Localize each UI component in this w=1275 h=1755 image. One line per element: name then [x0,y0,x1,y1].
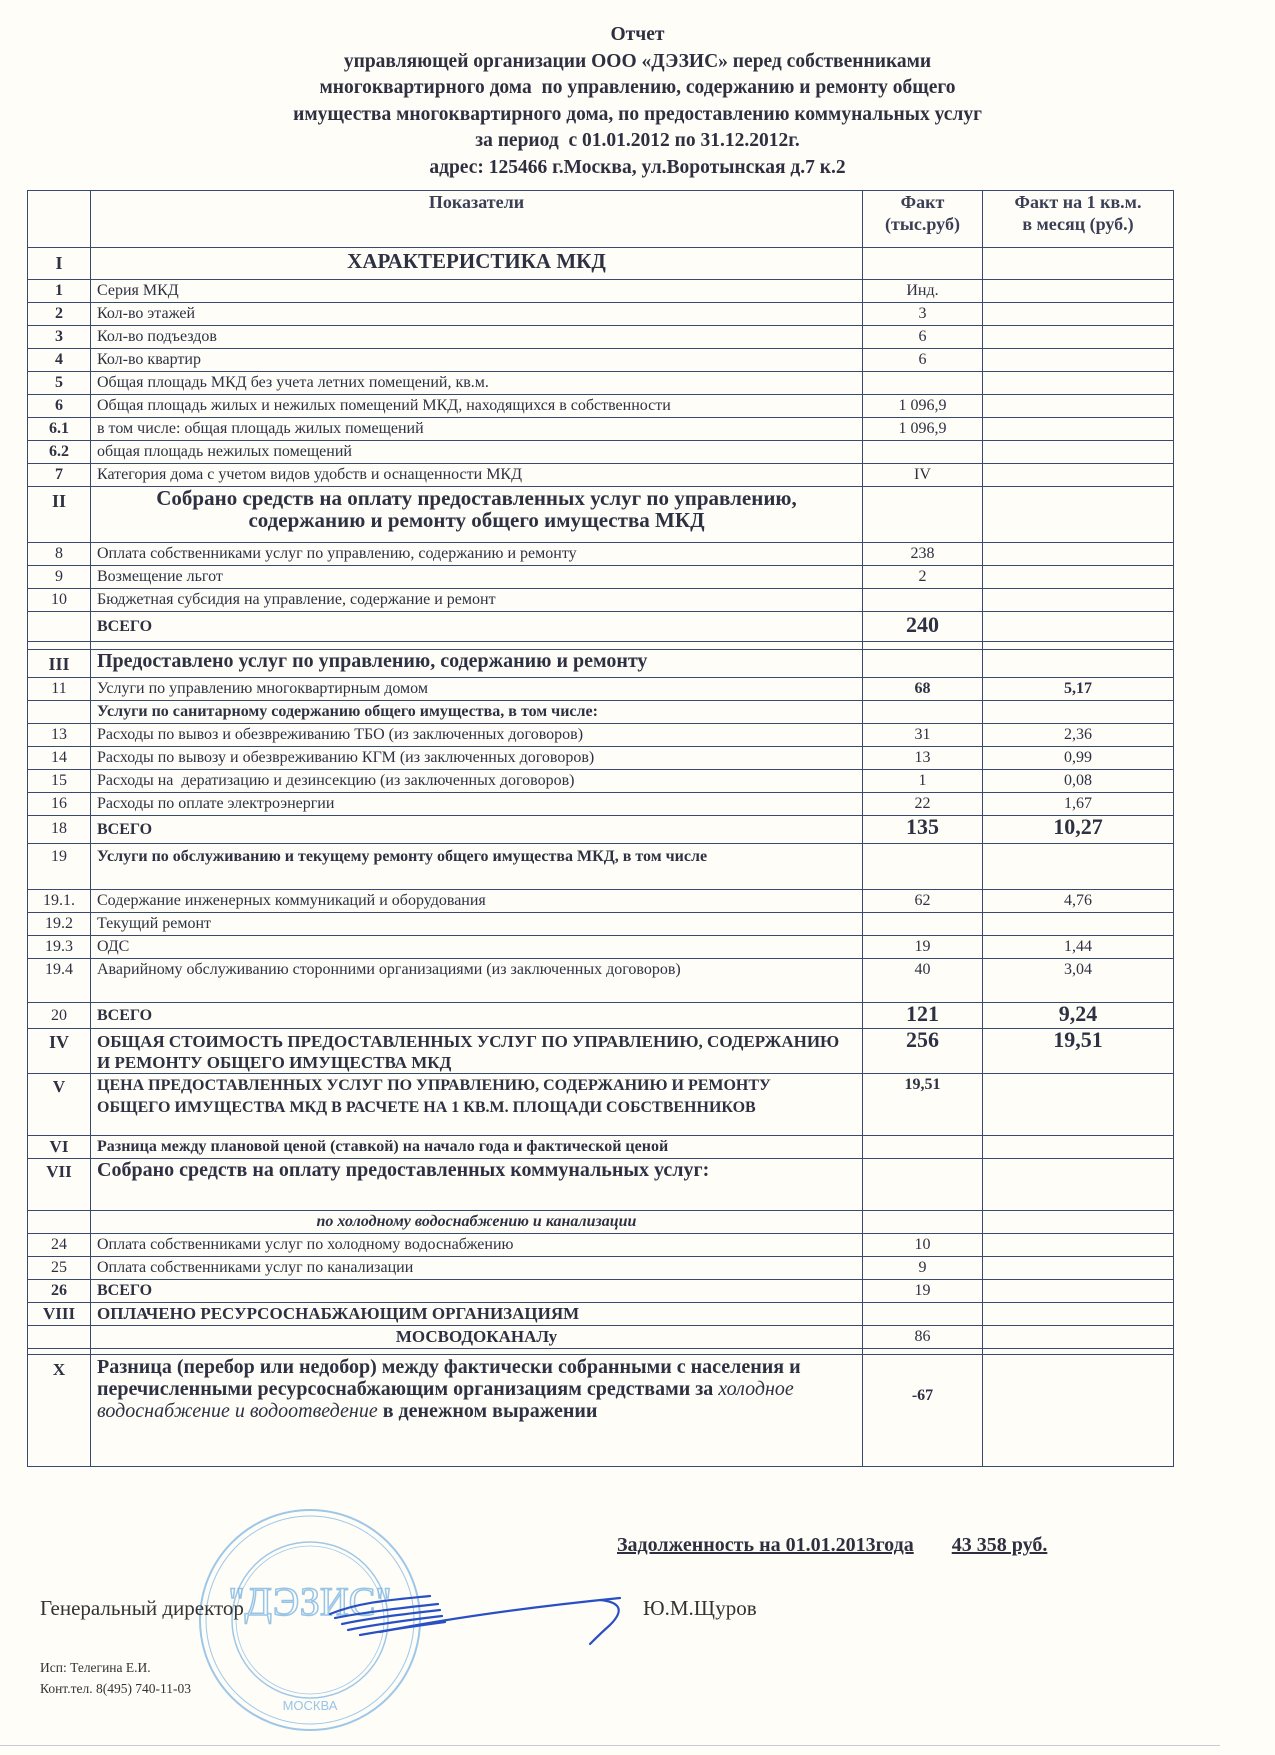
empty-cell [863,1159,983,1211]
section-title [91,1355,863,1467]
row-number [28,612,91,642]
row-number: 1 [28,280,91,303]
table-row [28,959,1174,1003]
row-fact: 1 096,9 [863,418,983,441]
subheader-row [28,844,1174,890]
empty-cell [983,1303,1174,1326]
section-per-m2 [983,1074,1174,1136]
row-name: Услуги по управлению многоквартирным домом [91,678,863,701]
table-row [28,793,1174,816]
table-row [28,678,1174,701]
row-per-m2: 4,76 [983,890,1174,913]
empty-cell [983,650,1174,678]
section-title: Собрано средств на оплату предоставленных услуг по управлению, содержанию и ремонту общего имущества МКД [91,487,863,543]
section-number: IV [28,1029,91,1074]
row-number: 6.1 [28,418,91,441]
debt-summary [617,1534,1047,1557]
section-per-m2 [983,1355,1174,1467]
table-row [28,589,1174,612]
row-name: Кол-во квартир [91,349,863,372]
table-row [28,303,1174,326]
row-per-m2 [983,326,1174,349]
table-row [28,747,1174,770]
row-fact: 9 [863,1257,983,1280]
section-per-m2 [983,1136,1174,1159]
col-header-per-m2 [983,191,1174,248]
row-name: Серия МКД [91,280,863,303]
subheader-row [28,1211,1174,1234]
section-number: VIII [28,1303,91,1326]
row-number: 9 [28,566,91,589]
table-row [28,566,1174,589]
row-number: 6.2 [28,441,91,464]
total-label: ВСЕГО [91,816,863,844]
row-fact [863,589,983,612]
row-per-m2: 0,99 [983,747,1174,770]
row-name: Кол-во подъездов [91,326,863,349]
section-title: ЦЕНА ПРЕДОСТАВЛЕННЫХ УСЛУГ ПО УПРАВЛЕНИЮ, СОДЕРЖАНИЮ И РЕМОНТУ ОБЩЕГО ИМУЩЕСТВА МКД В РАСЧЕТЕ НА 1 КВ.М. ПЛОЩАДИ СОБСТВЕННИКОВ [91,1074,863,1136]
executor-info [40,1657,191,1699]
section-number: VII [28,1159,91,1211]
row-number: 24 [28,1234,91,1257]
empty-cell [983,248,1174,280]
report-table [27,190,1174,1467]
row-fact: 10 [863,1234,983,1257]
col-header-fact-line1: Факт [900,192,945,212]
empty-cell [983,1211,1174,1234]
row-per-m2 [983,418,1174,441]
row-per-m2 [983,1234,1174,1257]
total-fact: 135 [863,816,983,844]
empty-cell [91,642,863,650]
row-fact: 3 [863,303,983,326]
row-number: 2 [28,303,91,326]
total-label: ВСЕГО [91,1003,863,1029]
executor-name: Исп: Телегина Е.И. [40,1660,151,1675]
table-row [28,890,1174,913]
row-number: 19.1. [28,890,91,913]
subheader-label: по холодному водоснабжению и канализации [91,1211,863,1234]
empty-cell [983,487,1174,543]
section-fact: 19,51 [863,1074,983,1136]
total-fact: 240 [863,612,983,642]
empty-cell [983,844,1174,890]
row-fact: 22 [863,793,983,816]
row-fact: 2 [863,566,983,589]
section-row [28,1136,1174,1159]
section-fact: -67 [863,1355,983,1467]
total-row [28,612,1174,642]
section-title: Предоставлено услуг по управлению, содержанию и ремонту [91,650,863,678]
row-fact: 31 [863,724,983,747]
row-number: 11 [28,678,91,701]
row-number: 19 [28,844,91,890]
row-name: Общая площадь жилых и нежилых помещений МКД, находящихся в собственности [91,395,863,418]
col-header-no [28,191,91,248]
table-row [28,936,1174,959]
section-number: II [28,487,91,543]
empty-cell [28,642,91,650]
title-line: управляющей организации ООО «ДЭЗИС» перед собственниками [343,50,932,72]
section-row [28,1074,1174,1136]
row-per-m2 [983,589,1174,612]
stamp-city: МОСКВА [282,1698,338,1713]
section-number: VI [28,1136,91,1159]
row-number: 3 [28,326,91,349]
table-row [28,543,1174,566]
row-number: 5 [28,372,91,395]
total-row [28,1003,1174,1029]
row-per-m2 [983,566,1174,589]
row-name: Кол-во этажей [91,303,863,326]
section-row [28,248,1174,280]
row-fact: 6 [863,326,983,349]
row-name: Оплата собственниками услуг по холодному водоснабжению [91,1234,863,1257]
subheader-row [28,701,1174,724]
empty-cell [863,650,983,678]
row-name: Содержание инженерных коммуникаций и оборудования [91,890,863,913]
row-name: Расходы по вывоз и обезвреживанию ТБО (из заключенных договоров) [91,724,863,747]
row-per-m2 [983,303,1174,326]
row-number: 16 [28,793,91,816]
section-fact [863,1136,983,1159]
title-line: имущества многоквартирного дома, по предоставлению коммунальных услуг [293,103,982,125]
section-title: Собрано средств на оплату предоставленных коммунальных услуг: [91,1159,863,1211]
row-name: Аварийному обслуживанию сторонними организациями (из заключенных договоров) [91,959,863,1003]
subheader-label: Услуги по санитарному содержанию общего имущества, в том числе: [91,701,863,724]
row-per-m2 [983,543,1174,566]
row-number: 19.3 [28,936,91,959]
table-row [28,1234,1174,1257]
empty-cell [863,1303,983,1326]
table-header-row [28,191,1174,248]
row-fact: 1 [863,770,983,793]
title-line: многоквартирного дома по управлению, содержанию и ремонту общего [319,77,956,98]
section-number: X [28,1355,91,1467]
signature-icon [320,1580,640,1650]
row-number: 15 [28,770,91,793]
section-number: III [28,650,91,678]
section-row [28,1029,1174,1074]
row-fact: 19 [863,936,983,959]
table-row [28,395,1174,418]
row-per-m2 [983,395,1174,418]
total-label: ВСЕГО [91,612,863,642]
title-line: Отчет [610,24,665,45]
director-title: Генеральный директор [40,1596,244,1620]
total-fact: 19 [863,1280,983,1303]
row-per-m2 [983,372,1174,395]
table-row [28,464,1174,487]
table-row [28,349,1174,372]
table-row [28,1326,1174,1349]
title-line: за период с 01.01.2012 по 31.12.2012г. [475,130,800,151]
stamp-org-name: "ДЭЗИС" [228,1579,392,1624]
table-row [28,418,1174,441]
row-fact: 62 [863,890,983,913]
table-row [28,372,1174,395]
row-fact: 40 [863,959,983,1003]
supplier-name: МОСВОДОКАНАЛу [91,1326,863,1349]
row-name: Бюджетная субсидия на управление, содержание и ремонт [91,589,863,612]
row-fact: 6 [863,349,983,372]
table-row [28,1257,1174,1280]
col-header-per-m2-line1: Факт на 1 кв.м. [1014,192,1142,212]
total-row [28,816,1174,844]
supplier-fact: 86 [863,1326,983,1349]
row-fact: 68 [863,678,983,701]
row-name: Текущий ремонт [91,913,863,936]
row-number: 10 [28,589,91,612]
row-name: Оплата собственниками услуг по управлению, содержанию и ремонту [91,543,863,566]
row-fact: IV [863,464,983,487]
row-fact: 238 [863,543,983,566]
row-per-m2 [983,280,1174,303]
row-per-m2: 1,44 [983,936,1174,959]
row-number: 4 [28,349,91,372]
spacer-row [28,642,1174,650]
row-name: Общая площадь МКД без учета летних помещений, кв.м. [91,372,863,395]
row-fact [863,372,983,395]
col-header-fact [863,191,983,248]
empty-cell [983,642,1174,650]
col-header-fact-line2: (тыс.руб) [885,214,960,234]
row-fact [863,913,983,936]
row-name: в том числе: общая площадь жилых помещений [91,418,863,441]
row-per-m2: 5,17 [983,678,1174,701]
empty-cell [28,1211,91,1234]
section-title: Разница между плановой ценой (ставкой) на начало года и фактической ценой [91,1136,863,1159]
section-row [28,487,1174,543]
section-title: ОПЛАЧЕНО РЕСУРСОСНАБЖАЮЩИМ ОРГАНИЗАЦИЯМ [91,1303,863,1326]
row-number: 19.2 [28,913,91,936]
director-name: Ю.М.Щуров [643,1596,757,1620]
section-per-m2: 19,51 [983,1029,1174,1074]
total-label: ВСЕГО [91,1280,863,1303]
section-number: I [28,248,91,280]
row-per-m2: 1,67 [983,793,1174,816]
section-row [28,1159,1174,1211]
empty-cell [983,1159,1174,1211]
row-number: 13 [28,724,91,747]
page-bottom-divider [0,1745,1220,1746]
row-number: 8 [28,543,91,566]
table-row [28,724,1174,747]
section-x-italic-text: холодное водоснабжение и водоотведение [97,1378,794,1422]
row-per-m2 [983,464,1174,487]
row-number: 19.4 [28,959,91,1003]
empty-cell [863,701,983,724]
row-name: Расходы по оплате электроэнергии [91,793,863,816]
section-row [28,650,1174,678]
total-per-m2 [983,1280,1174,1303]
empty-cell [28,701,91,724]
col-header-indicator: Показатели [91,191,863,248]
row-name: Возмещение льгот [91,566,863,589]
table-row [28,280,1174,303]
table-row [28,326,1174,349]
row-number: 7 [28,464,91,487]
section-row [28,1355,1174,1467]
total-per-m2: 9,24 [983,1003,1174,1029]
row-name: общая площадь нежилых помещений [91,441,863,464]
empty-cell [28,1326,91,1349]
row-fact: Инд. [863,280,983,303]
contact-phone: Конт.тел. 8(495) 740-11-03 [40,1681,192,1696]
table-row [28,913,1174,936]
row-per-m2: 2,36 [983,724,1174,747]
row-per-m2: 3,04 [983,959,1174,1003]
row-number: 26 [28,1280,91,1303]
empty-cell [863,844,983,890]
row-per-m2 [983,441,1174,464]
row-fact [863,441,983,464]
row-name: Расходы на дератизацию и дезинсекцию (из заключенных договоров) [91,770,863,793]
table-row [28,770,1174,793]
table-row [28,441,1174,464]
section-title: ХАРАКТЕРИСТИКА МКД [91,248,863,280]
empty-cell [863,487,983,543]
section-row [28,1303,1174,1326]
row-per-m2: 0,08 [983,770,1174,793]
section-fact: 256 [863,1029,983,1074]
row-fact: 13 [863,747,983,770]
total-fact: 121 [863,1003,983,1029]
section-x-text-end: в денежном выражении [377,1400,598,1422]
col-header-per-m2-line2: в месяц (руб.) [1022,214,1134,234]
section-title: ОБЩАЯ СТОИМОСТЬ ПРЕДОСТАВЛЕННЫХ УСЛУГ ПО УПРАВЛЕНИЮ, СОДЕРЖАНИЮ И РЕМОНТУ ОБЩЕГО ИМУЩЕСТВА МКД [91,1029,863,1074]
row-name: ОДС [91,936,863,959]
address-line: адрес: 125466 г.Москва, ул.Воротынская д.7 к.2 [429,156,846,178]
empty-cell [863,1211,983,1234]
row-number: 20 [28,1003,91,1029]
debt-amount: 43 358 руб. [951,1534,1048,1556]
empty-cell [863,248,983,280]
row-per-m2 [983,913,1174,936]
empty-cell [983,701,1174,724]
row-fact: 1 096,9 [863,395,983,418]
row-per-m2 [983,1257,1174,1280]
report-title [0,22,1275,181]
row-number: 6 [28,395,91,418]
section-x-text: Разница (перебор или недобор) между фактически собранными с населения и перечисленными ресурсоснабжающим организациям средствами за [97,1356,801,1400]
supplier-per-m2 [983,1326,1174,1349]
total-per-m2: 10,27 [983,816,1174,844]
empty-cell [863,642,983,650]
row-number: 25 [28,1257,91,1280]
row-name: Категория дома с учетом видов удобств и оснащенности МКД [91,464,863,487]
total-per-m2 [983,612,1174,642]
debt-label: Задолженность на 01.01.2013года [617,1534,914,1556]
row-name: Расходы по вывозу и обезвреживанию КГМ (из заключенных договоров) [91,747,863,770]
row-number: 18 [28,816,91,844]
section-number: V [28,1074,91,1136]
row-name: Оплата собственниками услуг по канализации [91,1257,863,1280]
subheader-label: Услуги по обслуживанию и текущему ремонту общего имущества МКД, в том числе [91,844,863,890]
row-per-m2 [983,349,1174,372]
total-row [28,1280,1174,1303]
row-number: 14 [28,747,91,770]
